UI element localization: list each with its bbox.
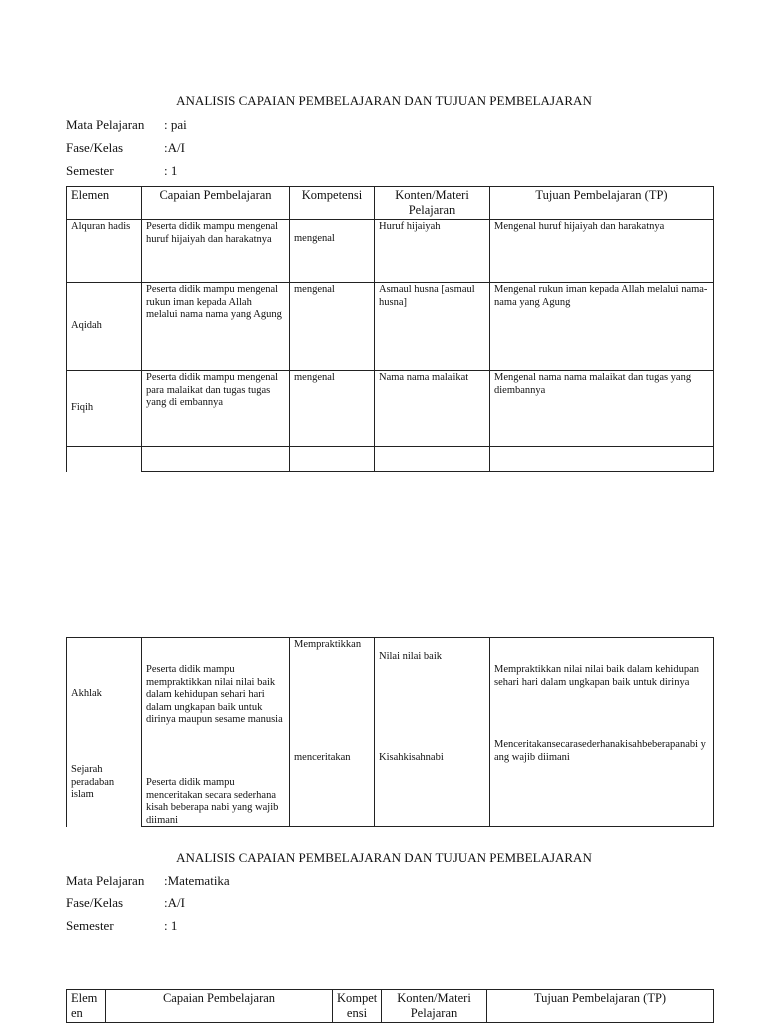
meta-semester <box>66 163 177 179</box>
cell-tujuan <box>490 638 714 827</box>
konten-sejarah: Kisahkisahnabi <box>379 752 444 763</box>
table-row-empty <box>67 447 714 472</box>
table-row <box>67 371 714 447</box>
capaian-akhlak: Peserta didik mampu mempraktikkan nilai nilai baik dalam kehidupan sehari hari dalam ungkapan baik untuk dirinya maupun sesame manusia <box>146 664 283 725</box>
cell-capaian: Peserta didik mampu mengenal rukun iman kepada Allah melalui nama nama yang Agung <box>142 283 290 371</box>
table-row <box>67 638 714 827</box>
meta-phase-class <box>66 140 185 156</box>
header-capaian: Capaian Pembelajaran <box>106 990 333 1023</box>
meta-label: Mata Pelajaran <box>66 117 145 132</box>
meta-label: Semester <box>66 163 114 178</box>
page-title-2: ANALISIS CAPAIAN PEMBELAJARAN DAN TUJUAN PEMBELAJARAN <box>176 850 592 865</box>
header-konten: Konten/Materi Pelajaran <box>375 187 490 220</box>
cell-elemen: Fiqih <box>67 371 142 447</box>
kompetensi-akhlak: Mempraktikkan <box>294 639 362 650</box>
cell-kompetensi <box>290 638 375 827</box>
cell-capaian <box>142 638 290 827</box>
capaian-sejarah: Peserta didik mampu menceritakan secara sederhana kisah beberapa nabi yang wajib diimani <box>146 777 279 826</box>
cell-empty <box>67 447 142 472</box>
cell-capaian: Peserta didik mampu mengenal huruf hijaiyah dan harakatnya <box>142 220 290 283</box>
cell-capaian: Peserta didik mampu mengenal para malaikat dan tugas tugas yang di embannya <box>142 371 290 447</box>
kompetensi-text: mengenal <box>294 233 335 244</box>
cell-elemen: Alquran hadis <box>67 220 142 283</box>
cell-tujuan: Mengenal huruf hijaiyah dan harakatnya <box>490 220 714 283</box>
header-elemen: Elemen <box>67 187 142 220</box>
meta-value: :Matematika <box>164 873 230 888</box>
cell-elemen <box>67 638 142 827</box>
cell-kompetensi: mengenal <box>290 283 375 371</box>
meta-value: : 1 <box>164 918 178 933</box>
kompetensi-sejarah: menceritakan <box>294 752 351 763</box>
konten-akhlak: Nilai nilai baik <box>379 651 442 662</box>
table-header-row <box>67 187 714 220</box>
meta-subject <box>66 117 187 133</box>
header-tujuan: Tujuan Pembelajaran (TP) <box>487 990 714 1023</box>
table-row <box>67 220 714 283</box>
cell-kompetensi <box>290 220 375 283</box>
learning-analysis-table-continued <box>66 637 714 827</box>
tujuan-akhlak: Mempraktikkan nilai nilai baik dalam kehidupan sehari hari dalam ungkapan baik untuk dirinya <box>494 664 699 688</box>
elemen-sejarah: Sejarah peradaban islam <box>71 764 115 800</box>
meta-semester <box>66 918 177 934</box>
cell-elemen: Aqidah <box>67 283 142 371</box>
header-capaian: Capaian Pembelajaran <box>142 187 290 220</box>
header-tujuan: Tujuan Pembelajaran (TP) <box>490 187 714 220</box>
meta-subject <box>66 873 230 889</box>
learning-analysis-table-2 <box>66 989 714 1023</box>
cell-empty <box>490 447 714 472</box>
tujuan-sejarah: Menceritakansecarasederhanakisahbeberapanabi yang wajib diimani <box>494 739 706 763</box>
elemen-akhlak: Akhlak <box>71 688 102 699</box>
cell-konten <box>375 638 490 827</box>
cell-kompetensi: mengenal <box>290 371 375 447</box>
meta-label: Fase/Kelas <box>66 140 124 155</box>
meta-value: :A/I <box>164 140 185 155</box>
table-header-row <box>67 990 714 1023</box>
cell-tujuan: Mengenal nama nama malaikat dan tugas yang diembannya <box>490 371 714 447</box>
header-konten: Konten/Materi Pelajaran <box>382 990 487 1023</box>
meta-label: Mata Pelajaran <box>66 873 145 888</box>
table-row <box>67 283 714 371</box>
learning-analysis-table <box>66 186 714 472</box>
meta-value: : 1 <box>164 163 178 178</box>
meta-label: Semester <box>66 918 114 933</box>
cell-empty <box>375 447 490 472</box>
header-kompetensi: Kompet ensi <box>333 990 382 1023</box>
meta-phase-class <box>66 895 185 911</box>
meta-value: :A/I <box>164 895 185 910</box>
cell-konten: Asmaul husna [asmaul husna] <box>375 283 490 371</box>
header-kompetensi: Kompetensi <box>290 187 375 220</box>
page-title: ANALISIS CAPAIAN PEMBELAJARAN DAN TUJUAN PEMBELAJARAN <box>176 93 592 108</box>
meta-value: : pai <box>164 117 187 132</box>
cell-konten: Nama nama malaikat <box>375 371 490 447</box>
cell-konten: Huruf hijaiyah <box>375 220 490 283</box>
cell-empty <box>290 447 375 472</box>
cell-tujuan: Mengenal rukun iman kepada Allah melalui nama-nama yang Agung <box>490 283 714 371</box>
header-elemen: Elem en <box>67 990 106 1023</box>
meta-label: Fase/Kelas <box>66 895 124 910</box>
cell-empty <box>142 447 290 472</box>
